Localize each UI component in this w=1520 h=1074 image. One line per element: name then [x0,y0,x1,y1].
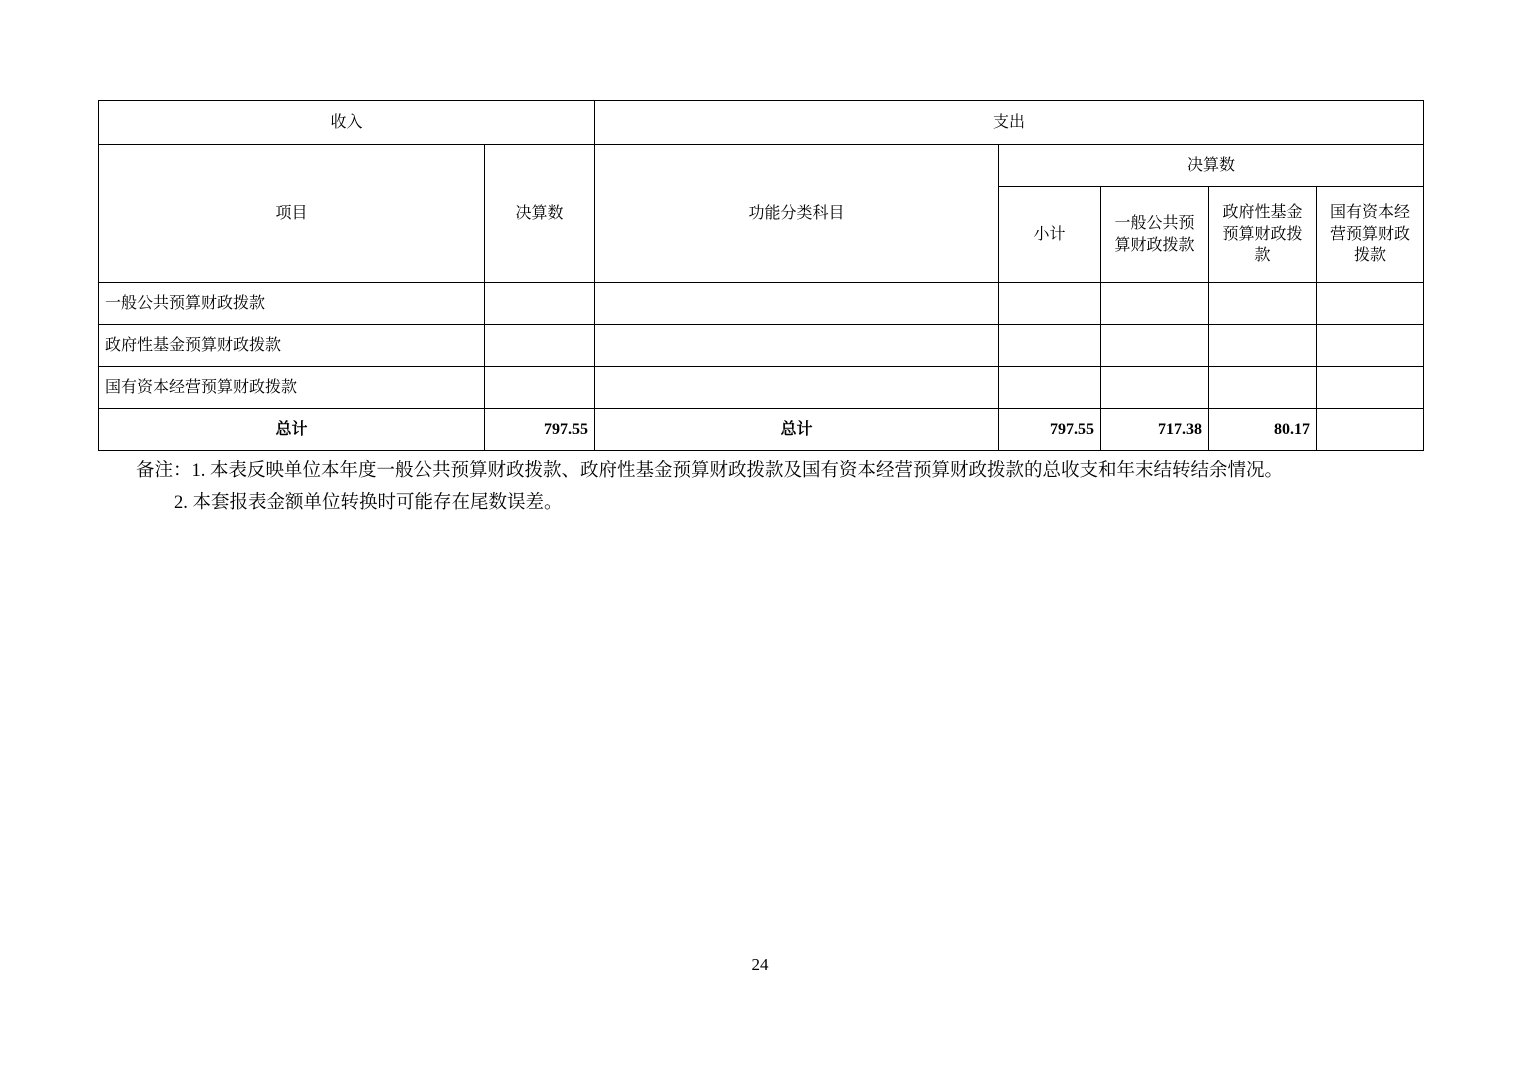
table-group-header-row [99,101,1424,145]
header-government-fund-budget: 政府性基金预算财政拨款 [1209,187,1317,283]
table-notes [98,455,1423,520]
cell-income-value [485,283,595,325]
cell-total-exp-state [1317,409,1424,451]
cell-exp-general [1101,283,1209,325]
cell-exp-general [1101,325,1209,367]
cell-exp-state [1317,367,1424,409]
header-income-final-amount: 决算数 [485,145,595,283]
fiscal-appropriation-table [98,100,1424,451]
cell-income-item: 国有资本经营预算财政拨款 [99,367,485,409]
cell-exp-subject [595,283,999,325]
table-subheader-row-1 [99,145,1424,187]
note-line-2: 2. 本套报表金额单位转换时可能存在尾数误差。 [174,493,563,514]
cell-income-value [485,325,595,367]
table-row [99,283,1424,325]
cell-income-item: 一般公共预算财政拨款 [99,283,485,325]
table-total-row [99,409,1424,451]
cell-exp-fund [1209,283,1317,325]
financial-table-container [98,100,1423,451]
cell-exp-subtotal [999,325,1101,367]
cell-exp-subtotal [999,367,1101,409]
cell-exp-fund [1209,367,1317,409]
cell-exp-general [1101,367,1209,409]
cell-total-income-value: 797.55 [485,409,595,451]
cell-income-value [485,367,595,409]
table-row [99,325,1424,367]
cell-exp-subject [595,325,999,367]
header-income-item: 项目 [99,145,485,283]
header-subtotal: 小计 [999,187,1101,283]
header-income: 收入 [99,101,595,145]
header-expenditure: 支出 [595,101,1424,145]
cell-exp-subject [595,367,999,409]
cell-exp-fund [1209,325,1317,367]
header-state-capital-budget: 国有资本经营预算财政拨款 [1317,187,1424,283]
cell-total-exp-fund: 80.17 [1209,409,1317,451]
cell-total-exp-label: 总计 [595,409,999,451]
cell-total-exp-general: 717.38 [1101,409,1209,451]
note-line-1: 备注：1. 本表反映单位本年度一般公共预算财政拨款、政府性基金预算财政拨款及国有资本经营预算财政拨款的总收支和年末结转结余情况。 [136,461,1284,481]
cell-total-exp-subtotal: 797.55 [999,409,1101,451]
header-expenditure-subject: 功能分类科目 [595,145,999,283]
header-general-public-budget: 一般公共预算财政拨款 [1101,187,1209,283]
cell-exp-state [1317,283,1424,325]
page-number: 24 [751,955,769,974]
cell-exp-subtotal [999,283,1101,325]
table-row [99,367,1424,409]
cell-total-income-label: 总计 [99,409,485,451]
header-expenditure-final-amount: 决算数 [999,145,1424,187]
cell-exp-state [1317,325,1424,367]
cell-income-item: 政府性基金预算财政拨款 [99,325,485,367]
